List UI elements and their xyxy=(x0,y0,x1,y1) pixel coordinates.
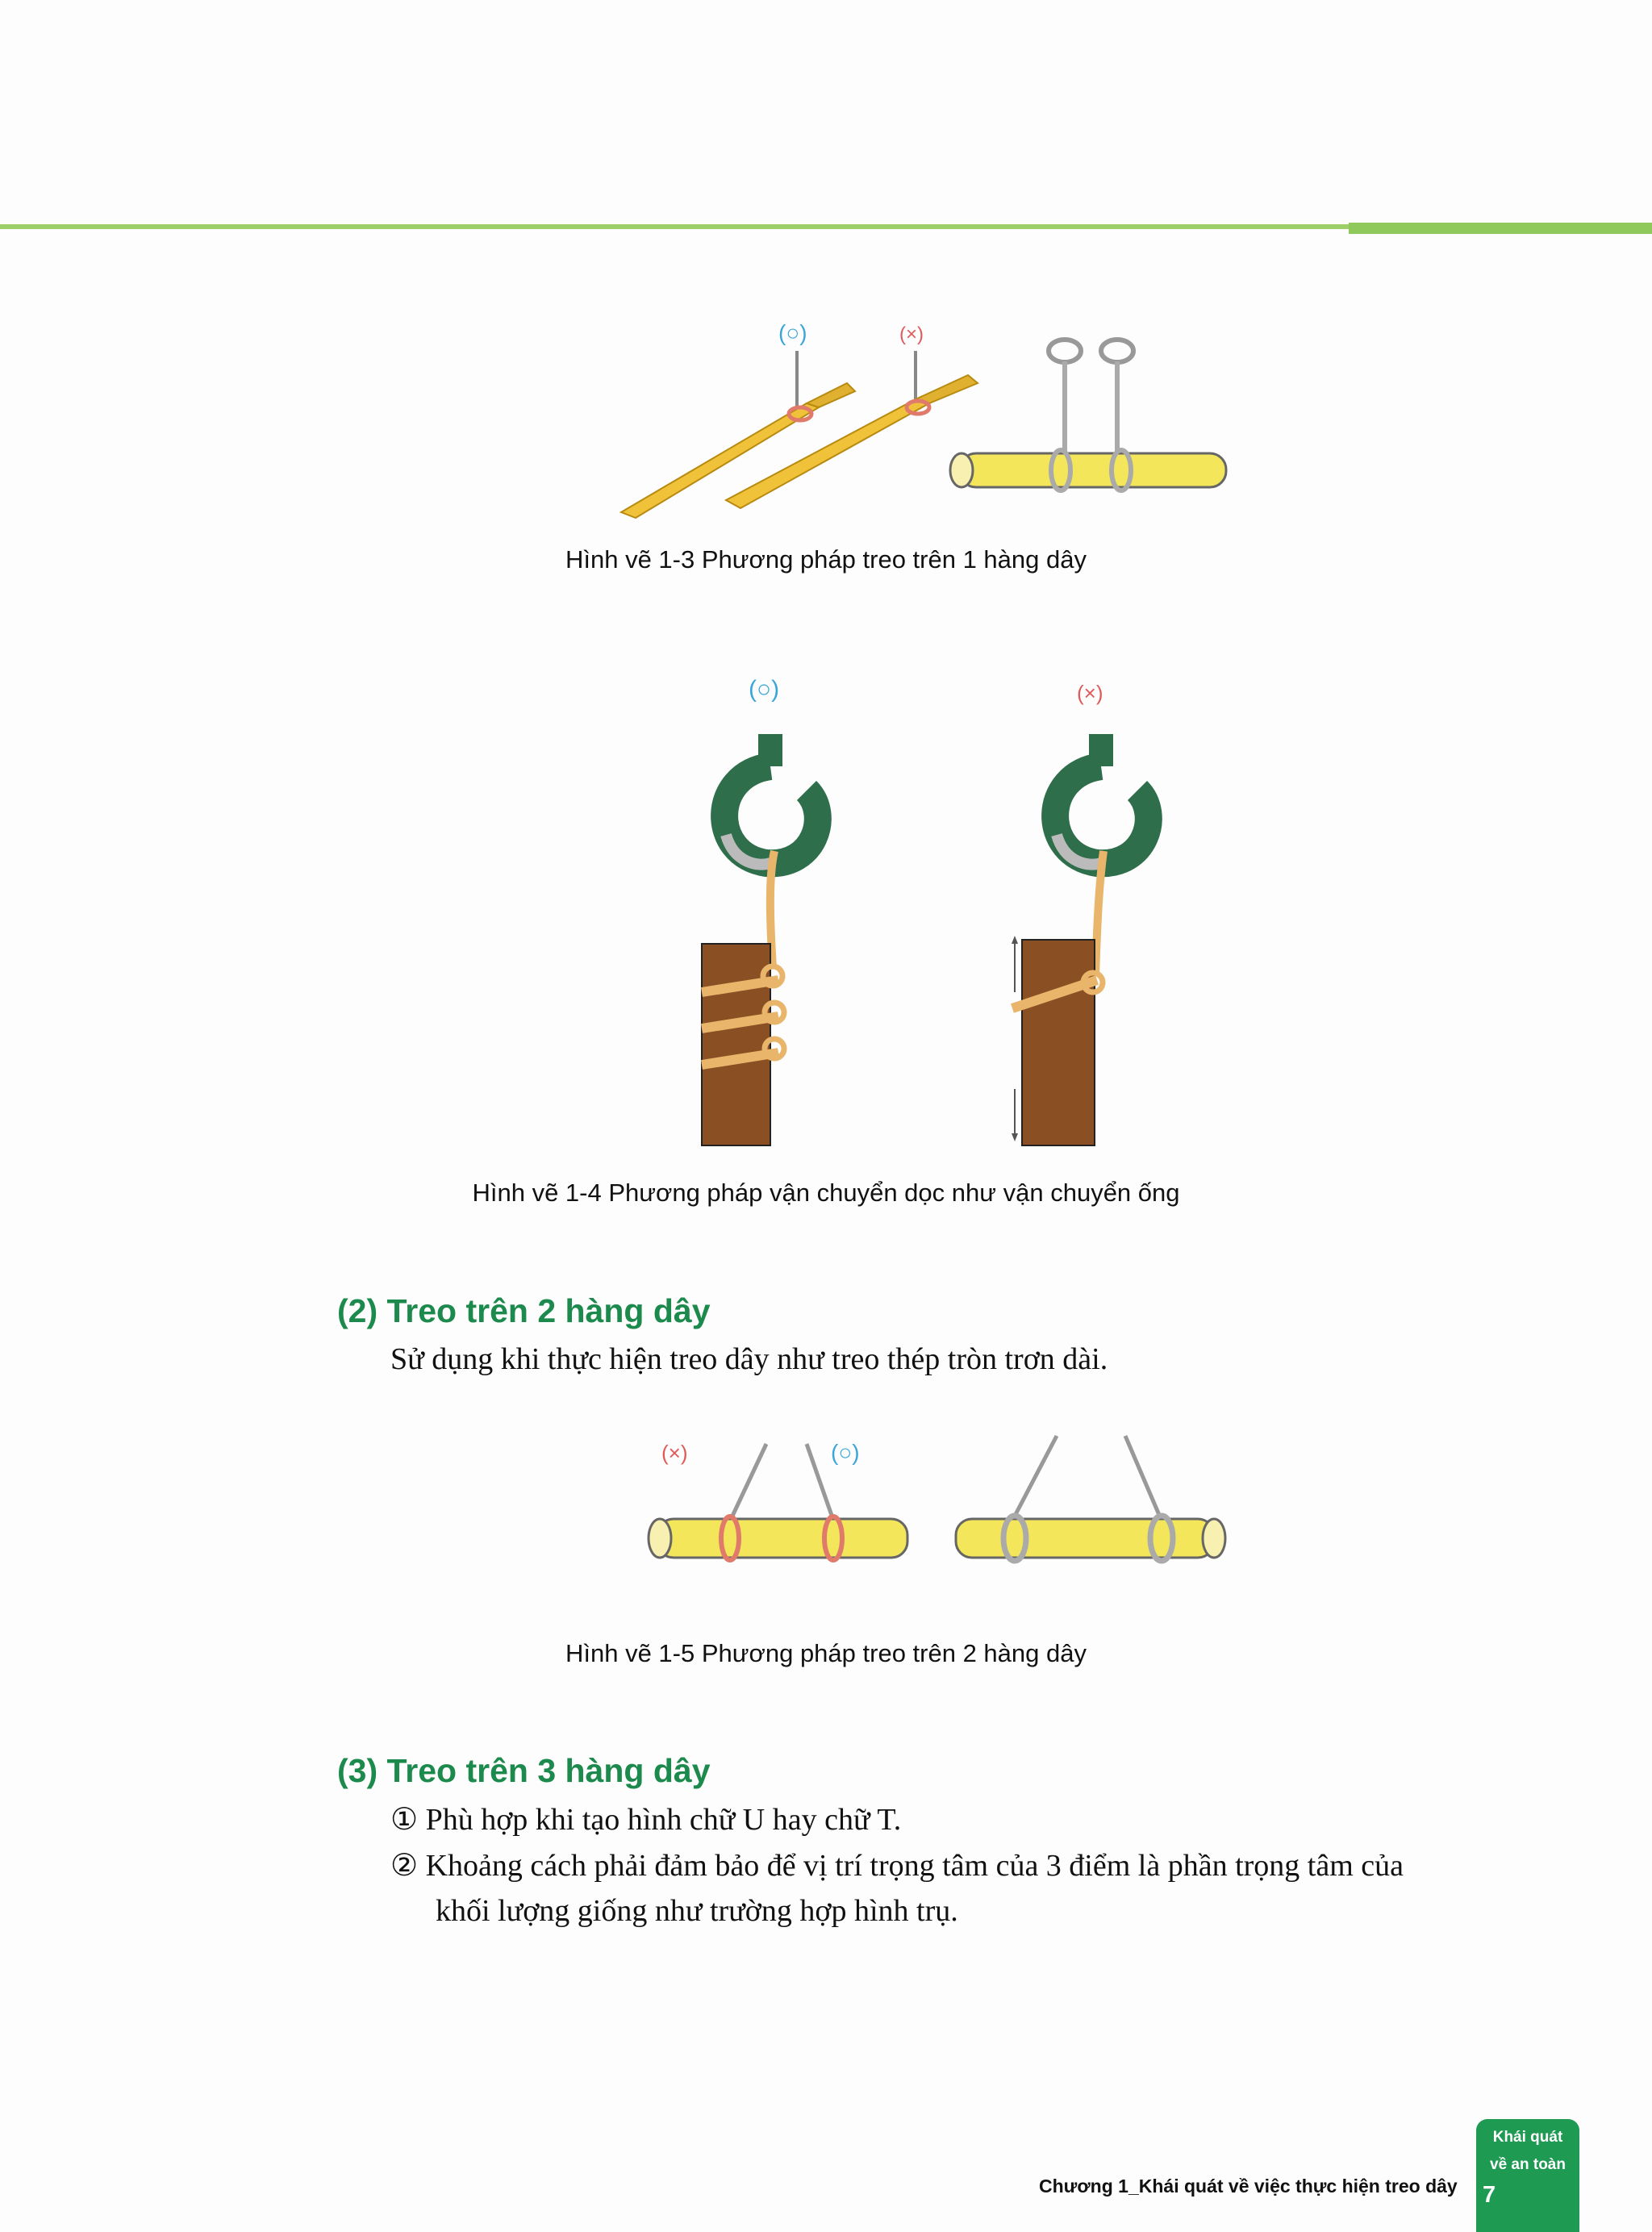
figure-1-4-caption: Hình vẽ 1-4 Phương pháp vận chuyển dọc như vận chuyển ống xyxy=(472,1179,1180,1207)
x-symbol: (×) xyxy=(661,1441,688,1465)
chapter-tab-line-2: về an toàn xyxy=(1490,2156,1566,2173)
header-rule-accent xyxy=(1349,223,1652,234)
section-3-item-2-continuation: khối lượng giống như trường hợp hình trụ. xyxy=(436,1894,958,1928)
figure-1-5 xyxy=(645,1428,1234,1581)
section-3-heading: (3) Treo trên 3 hàng dây xyxy=(337,1752,711,1789)
section-3-item-1: ① Phù hợp khi tạo hình chữ U hay chữ T. xyxy=(390,1803,902,1837)
footer-chapter-title: Chương 1_Khái quát về việc thực hiện treo dây xyxy=(1039,2176,1458,2197)
ok-symbol: (○) xyxy=(749,676,780,703)
chapter-tab xyxy=(1476,2119,1579,2232)
chapter-tab-line-1: Khái quát xyxy=(1492,2129,1563,2146)
section-2-text: Sử dụng khi thực hiện treo dây như treo thép tròn trơn dài. xyxy=(390,1342,1108,1376)
x-symbol: (×) xyxy=(899,323,924,345)
ok-symbol: (○) xyxy=(778,320,807,345)
figure-1-4 xyxy=(678,670,1178,1154)
figure-1-3 xyxy=(613,307,1258,532)
page-number: 7 xyxy=(1483,2182,1496,2208)
x-symbol: (×) xyxy=(1077,681,1103,705)
figure-1-3-caption: Hình vẽ 1-3 Phương pháp treo trên 1 hàng dây xyxy=(565,545,1087,574)
section-3-item-2: ② Khoảng cách phải đảm bảo để vị trí trọng tâm của 3 điểm là phần trọng tâm của xyxy=(390,1849,1404,1883)
figure-1-5-caption: Hình vẽ 1-5 Phương pháp treo trên 2 hàng dây xyxy=(565,1639,1087,1667)
section-2-heading: (2) Treo trên 2 hàng dây xyxy=(337,1292,711,1329)
header-rule xyxy=(0,224,1349,229)
ok-symbol: (○) xyxy=(831,1440,860,1465)
